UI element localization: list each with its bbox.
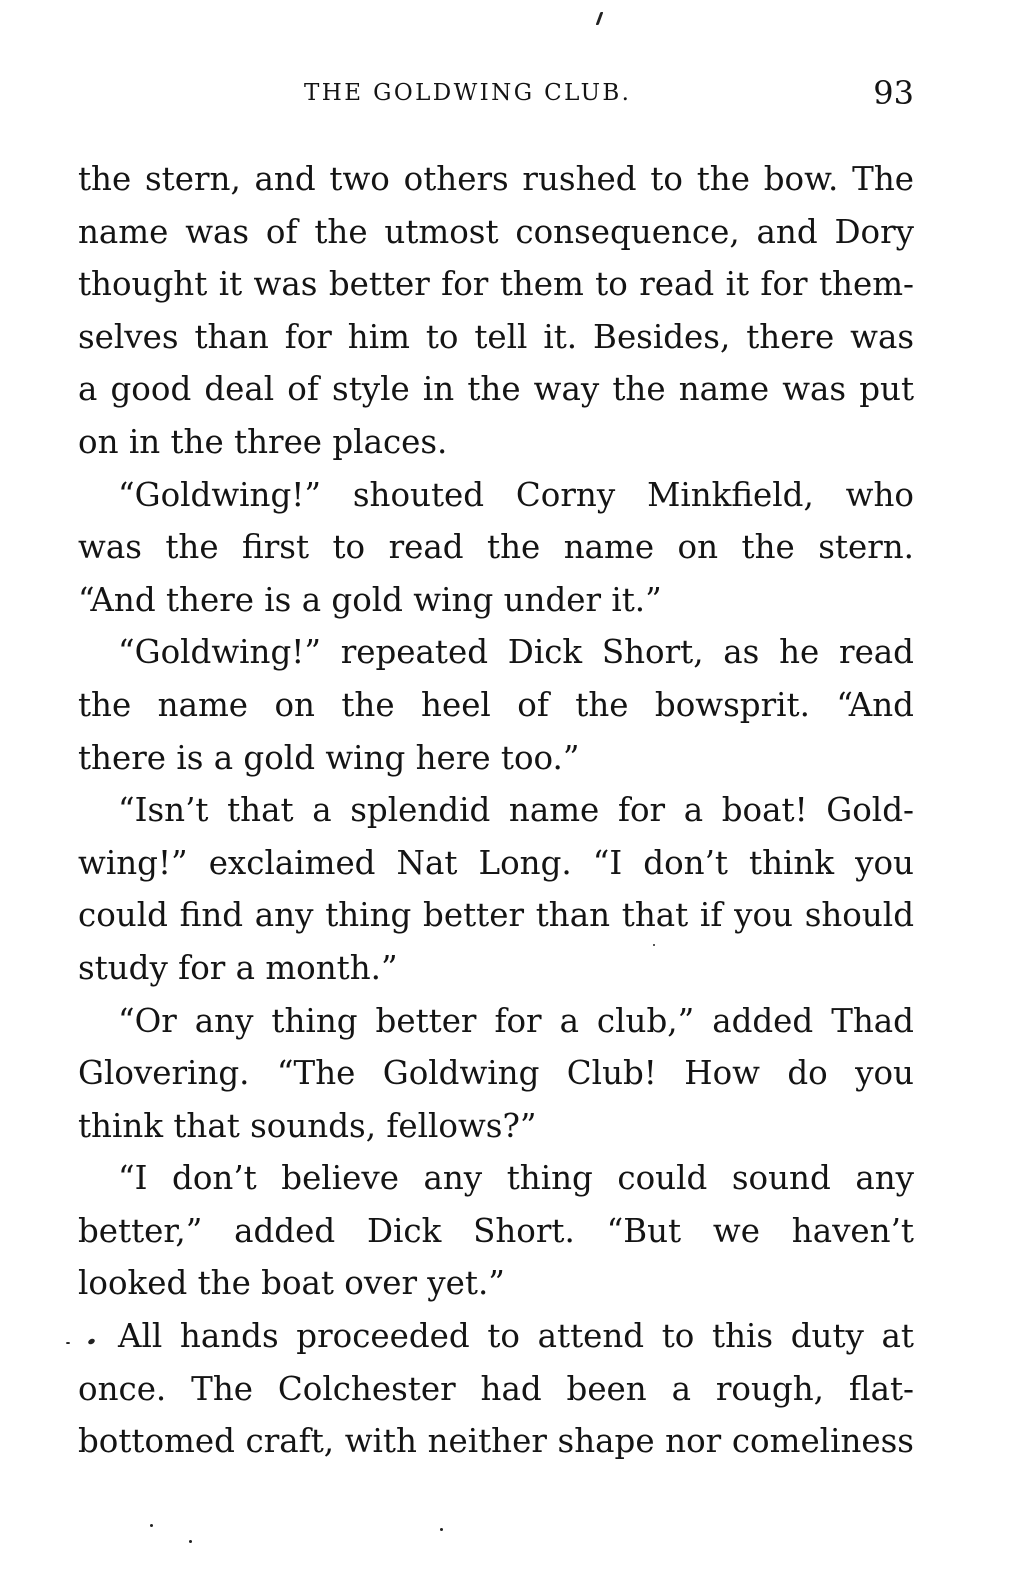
text-line: bottomed craft, with neither shape nor comeliness <box>78 1422 914 1461</box>
text-line: selves than for him to tell it. Besides, there was <box>78 317 914 356</box>
text-line: was the first to read the name on the stern. <box>78 528 914 567</box>
text-line: Glovering. “The Goldwing Club! How do you <box>78 1054 914 1093</box>
ink-speck <box>66 1342 70 1344</box>
text-line: “Or any thing better for a club,” added Thad <box>118 1001 914 1040</box>
text-line: “Goldwing!” repeated Dick Short, as he read <box>118 633 914 672</box>
text-line: looked the boat over yet.” <box>78 1264 505 1303</box>
text-line: study for a month.” <box>78 948 398 987</box>
body-text <box>78 153 914 1468</box>
page-header <box>78 76 914 116</box>
text-line: there is a gold wing here too.” <box>78 738 580 777</box>
text-line: wing!” exclaimed Nat Long. “I don’t think you <box>78 843 914 882</box>
running-head: THE GOLDWING CLUB. <box>304 80 632 106</box>
text-line: a good deal of style in the way the name was put <box>78 370 914 409</box>
text-line: “And there is a gold wing under it.” <box>78 580 662 619</box>
text-line: name was of the utmost consequence, and Dory <box>78 212 914 251</box>
ink-speck <box>189 1540 192 1543</box>
text-line: could find any thing better than that if you should <box>78 896 914 935</box>
text-line: All hands proceeded to attend to this duty at <box>118 1317 914 1356</box>
text-line: “Isn’t that a splendid name for a boat! Gold- <box>118 791 914 830</box>
ink-speck <box>653 944 655 946</box>
text-line: better,” added Dick Short. “But we haven’t <box>78 1211 914 1250</box>
page-number: 93 <box>873 74 914 112</box>
text-line: thought it was better for them to read it for them- <box>78 265 914 304</box>
text-line: once. The Colchester had been a rough, flat- <box>78 1369 914 1408</box>
ink-speck <box>440 1528 443 1531</box>
text-line: think that sounds, fellows?” <box>78 1106 537 1145</box>
text-line: “Goldwing!” shouted Corny Minkfield, who <box>118 475 914 514</box>
text-line: on in the three places. <box>78 422 448 461</box>
ink-speck <box>150 1524 153 1527</box>
text-line: the stern, and two others rushed to the bow. The <box>78 160 914 198</box>
text-line: “I don’t believe any thing could sound any <box>118 1159 914 1198</box>
text-line: the name on the heel of the bowsprit. “And <box>78 685 914 724</box>
ink-mark <box>596 12 604 25</box>
